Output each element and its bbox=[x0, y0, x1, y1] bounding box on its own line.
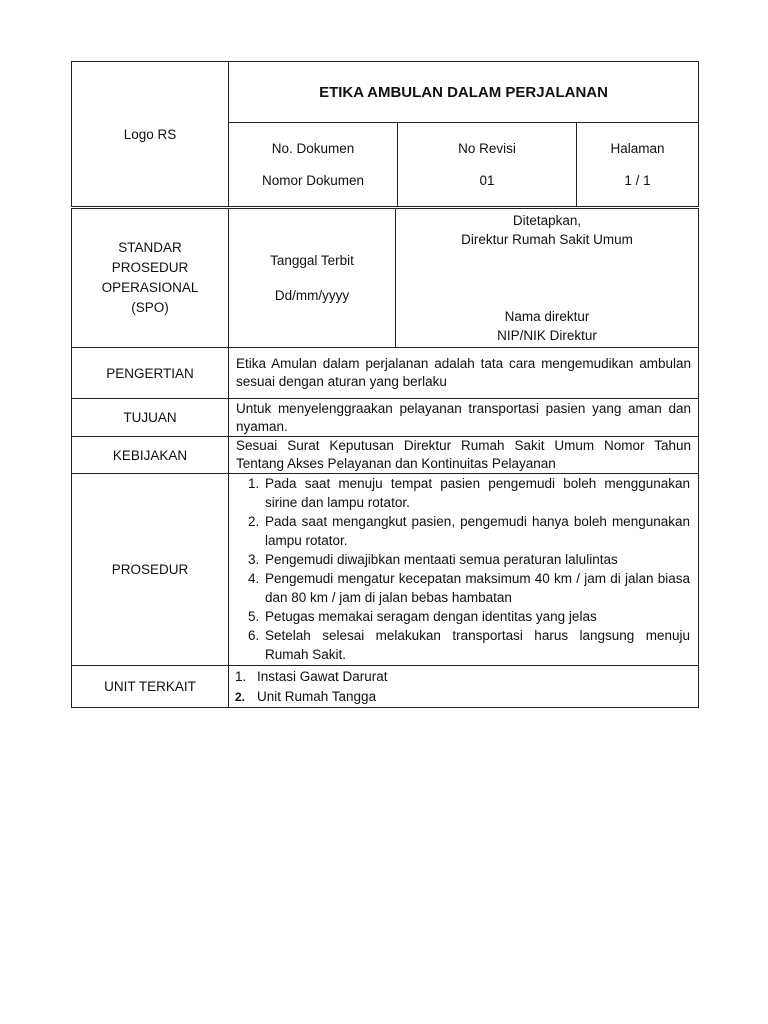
unit-name: Unit Rumah Tangga bbox=[257, 688, 377, 704]
list-item: 3. Pengemudi diwajibkan mentaati semua peraturan lalulintas bbox=[263, 550, 690, 569]
ditetapkan-text: Ditetapkan, bbox=[512, 213, 582, 228]
list-number: 1. bbox=[235, 668, 247, 684]
title-text: ETIKA AMBULAN DALAM PERJALANAN bbox=[319, 83, 608, 101]
list-item bbox=[235, 687, 692, 707]
tujuan-label-text: TUJUAN bbox=[123, 410, 177, 425]
prosedur-label-text: PROSEDUR bbox=[111, 562, 189, 577]
spo-document bbox=[71, 61, 698, 708]
pengertian-label bbox=[72, 348, 229, 399]
pengertian-content bbox=[229, 348, 699, 399]
direktur-title: Direktur Rumah Sakit Umum bbox=[461, 232, 633, 247]
no-revisi-value: 01 bbox=[479, 172, 495, 188]
logo-text: Logo RS bbox=[123, 126, 177, 142]
list-item: 1. Pada saat menuju tempat pasien pengemudi boleh menggunakan sirine dan lampu rotator. bbox=[263, 474, 690, 512]
kebijakan-text: Sesuai Surat Keputusan Direktur Rumah Sakit Umum Nomor Tahun Tentang Akses Pelayanan dan Kontinuitas Pelayanan bbox=[236, 438, 691, 471]
hospital-logo-placeholder bbox=[72, 62, 229, 207]
unit-terkait-label bbox=[72, 666, 229, 708]
document-header bbox=[71, 61, 699, 207]
pengertian-text: Etika Amulan dalam perjalanan adalah tata cara mengemudikan ambulan sesuai dengan aturan yang berlaku bbox=[236, 356, 691, 389]
no-dokumen-label: No. Dokumen bbox=[271, 140, 355, 156]
kebijakan-label-text: KEBIJAKAN bbox=[112, 447, 188, 463]
tujuan-content bbox=[229, 399, 699, 437]
list-item bbox=[235, 667, 692, 687]
unit-name: Instasi Gawat Darurat bbox=[257, 668, 388, 684]
no-revisi-label: No Revisi bbox=[458, 140, 516, 156]
spo-label-line: (SPO) bbox=[131, 300, 169, 315]
list-item: 6. Setelah selesai melakukan transportasi harus langsung menuju Rumah Sakit. bbox=[263, 626, 690, 664]
tanggal-terbit-cell bbox=[229, 209, 396, 348]
no-dokumen-value: Nomor Dokumen bbox=[261, 172, 365, 188]
halaman-label: Halaman bbox=[610, 140, 665, 156]
halaman-value: 1 / 1 bbox=[624, 172, 651, 188]
direktur-nip: NIP/NIK Direktur bbox=[497, 328, 597, 343]
list-item: 4. Pengemudi mengatur kecepatan maksimum 40 km / jam di jalan biasa dan 80 km / jam di jalan bebas hambatan bbox=[263, 569, 690, 607]
tujuan-text: Untuk menyelenggraakan pelayanan transportasi pasien yang aman dan nyaman. bbox=[236, 400, 691, 434]
unit-terkait-content bbox=[229, 666, 699, 708]
list-item: 2. Pada saat mengangkut pasien, pengemudi hanya boleh mengunakan lampu rotator. bbox=[263, 512, 690, 550]
prosedur-label bbox=[72, 474, 229, 666]
prosedur-list bbox=[229, 474, 698, 664]
kebijakan-content bbox=[229, 437, 699, 474]
no-dokumen-cell bbox=[229, 123, 398, 207]
tujuan-label bbox=[72, 399, 229, 437]
spo-label-cell bbox=[72, 209, 229, 348]
pengertian-label-text: PENGERTIAN bbox=[106, 365, 194, 381]
spo-label-line: STANDAR bbox=[118, 240, 182, 255]
no-revisi-cell bbox=[398, 123, 577, 207]
spo-label-line: OPERASIONAL bbox=[101, 280, 199, 295]
prosedur-content bbox=[229, 474, 699, 666]
list-number: 2. bbox=[235, 689, 246, 704]
tanggal-terbit-label: Tanggal Terbit bbox=[270, 253, 354, 268]
list-item: 5. Petugas memakai seragam dengan identitas yang jelas bbox=[263, 607, 690, 626]
spo-label-line: PROSEDUR bbox=[111, 260, 189, 275]
spo-body bbox=[71, 208, 699, 708]
unit-list bbox=[229, 667, 698, 707]
halaman-cell bbox=[577, 123, 699, 207]
direktur-name: Nama direktur bbox=[504, 309, 590, 324]
unit-terkait-label-text: UNIT TERKAIT bbox=[104, 679, 196, 694]
ditetapkan-cell bbox=[396, 209, 699, 348]
tanggal-terbit-value: Dd/mm/yyyy bbox=[274, 288, 350, 303]
document-title bbox=[229, 62, 699, 123]
kebijakan-label bbox=[72, 437, 229, 474]
